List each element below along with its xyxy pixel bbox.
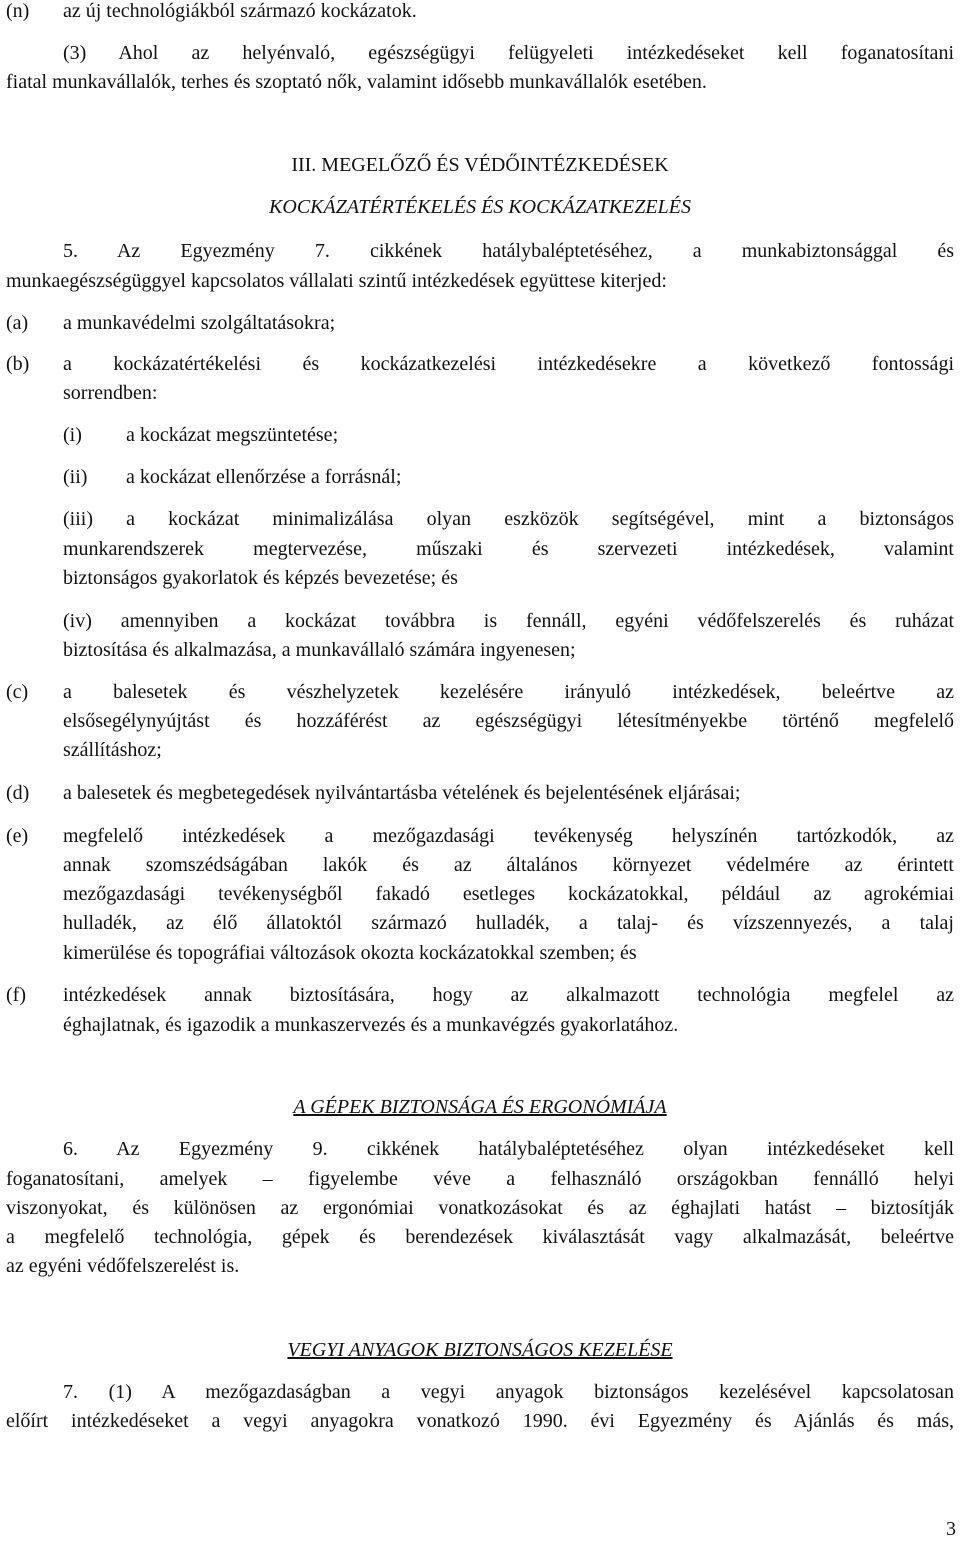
item-e-line-4: hulladék, az élő állatoktól származó hulladék, a talaj- és vízszennyezés, a talaj [63,912,954,934]
item-e-line-2: annak szomszédságában lakók és az általános környezet védelmére az érintett [63,854,954,876]
item-ii-text: a kockázat ellenőrzése a forrásnál; [126,466,402,488]
item-b-line-1: a kockázatértékelési és kockázatkezelési intézkedésekre a következő fontossági [63,353,954,375]
item-d-marker: (d) [6,782,30,804]
item-a-marker: (a) [6,312,29,334]
section-heading: III. MEGELŐZŐ ÉS VÉDŐINTÉZKEDÉSEK [291,154,669,176]
section-subheading: KOCKÁZATÉRTÉKELÉS ÉS KOCKÁZATKEZELÉS [269,196,691,218]
item-f-line-2: éghajlatnak, és igazodik a munkaszervezés és a munkavégzés gyakorlatához. [63,1014,679,1036]
item-b-marker: (b) [6,353,30,375]
item-c-line-1: a balesetek és vészhelyzetek kezelésére irányuló intézkedések, beleértve az [63,681,954,703]
item-i-marker: (i) [63,424,82,446]
paragraph-7-line-1: 7. (1) A mezőgazdaságban a vegyi anyagok biztonságos kezelésével kapcsolatosan [63,1381,954,1403]
chemicals-heading: VEGYI ANYAGOK BIZTONSÁGOS KEZELÉSE [287,1339,673,1361]
item-ii-marker: (ii) [63,466,88,488]
item-c-line-3: szállításhoz; [63,739,162,761]
paragraph-6-line-4: a megfelelő technológia, gépek és berendezések kiválasztását vagy alkalmazását, beleértve [6,1226,954,1248]
item-iv-line-2: biztosítása és alkalmazása, a munkavállaló számára ingyenesen; [63,639,576,661]
item-iii-line-2: munkarendszerek megtervezése, műszaki és szervezeti intézkedések, valamint [63,538,954,560]
paragraph-6-line-3: viszonyokat, és különösen az ergonómiai vonatkozásokat és az éghajlati hatást – biztosítják [6,1197,954,1219]
paragraph-5-line-1: 5. Az Egyezmény 7. cikkének hatálybaléptetéséhez, a munkabiztonsággal és [63,240,954,262]
item-n-text: az új technológiákból származó kockázatok. [63,0,417,22]
item-e-line-1: megfelelő intézkedések a mezőgazdasági tevékenység helyszínén tartózkodók, az [63,825,954,847]
item-c-line-2: elsősegélynyújtást és hozzáférést az egészségügyi létesítményekbe történő megfelelő [63,710,954,732]
paragraph-3-line-1: (3) Ahol az helyénvaló, egészségügyi felügyeleti intézkedéseket kell foganatosítani [63,42,954,64]
paragraph-6-line-1: 6. Az Egyezmény 9. cikkének hatálybaléptetéséhez olyan intézkedéseket kell [63,1138,954,1160]
paragraph-3-line-2: fiatal munkavállalók, terhes és szoptató nők, valamint idősebb munkavállalók esetében. [6,71,707,93]
item-a-text: a munkavédelmi szolgáltatásokra; [63,312,336,334]
item-d-text: a balesetek és megbetegedések nyilvántartásba vételének és bejelentésének eljárásai; [63,782,741,804]
item-iii-line-3: biztonságos gyakorlatok és képzés bevezetése; és [63,567,458,589]
paragraph-5-line-2: munkaegészségüggyel kapcsolatos vállalati szintű intézkedések együttese kiterjed: [6,270,667,292]
item-iii-line-1: (iii) a kockázat minimalizálása olyan eszközök segítségével, mint a biztonságos [63,508,954,530]
item-f-line-1: intézkedések annak biztosítására, hogy az alkalmazott technológia megfelel az [63,984,954,1006]
item-c-marker: (c) [6,681,29,703]
item-e-line-3: mezőgazdasági tevékenységből fakadó esetleges kockázatokkal, például az agrokémiai [63,883,954,905]
paragraph-7-line-2: előírt intézkedéseket a vegyi anyagokra vonatkozó 1990. évi Egyezmény és Ajánlás és más, [6,1410,954,1432]
paragraph-6-line-2: foganatosítani, amelyek – figyelembe véve a felhasználó országokban fennálló helyi [6,1168,954,1190]
item-n-marker: (n) [6,0,30,22]
page-number: 3 [946,1518,956,1540]
item-e-line-5: kimerülése és topográfiai változások okozta kockázatokkal szemben; és [63,942,637,964]
item-e-marker: (e) [6,825,29,847]
machines-heading: A GÉPEK BIZTONSÁGA ÉS ERGONÓMIÁJA [293,1096,667,1118]
paragraph-6-line-5: az egyéni védőfelszerelést is. [6,1255,240,1277]
item-f-marker: (f) [6,984,26,1006]
item-b-line-2: sorrendben: [63,382,158,404]
item-i-text: a kockázat megszüntetése; [126,424,339,446]
item-iv-line-1: (iv) amennyiben a kockázat továbbra is fennáll, egyéni védőfelszerelés és ruházat [63,610,954,632]
